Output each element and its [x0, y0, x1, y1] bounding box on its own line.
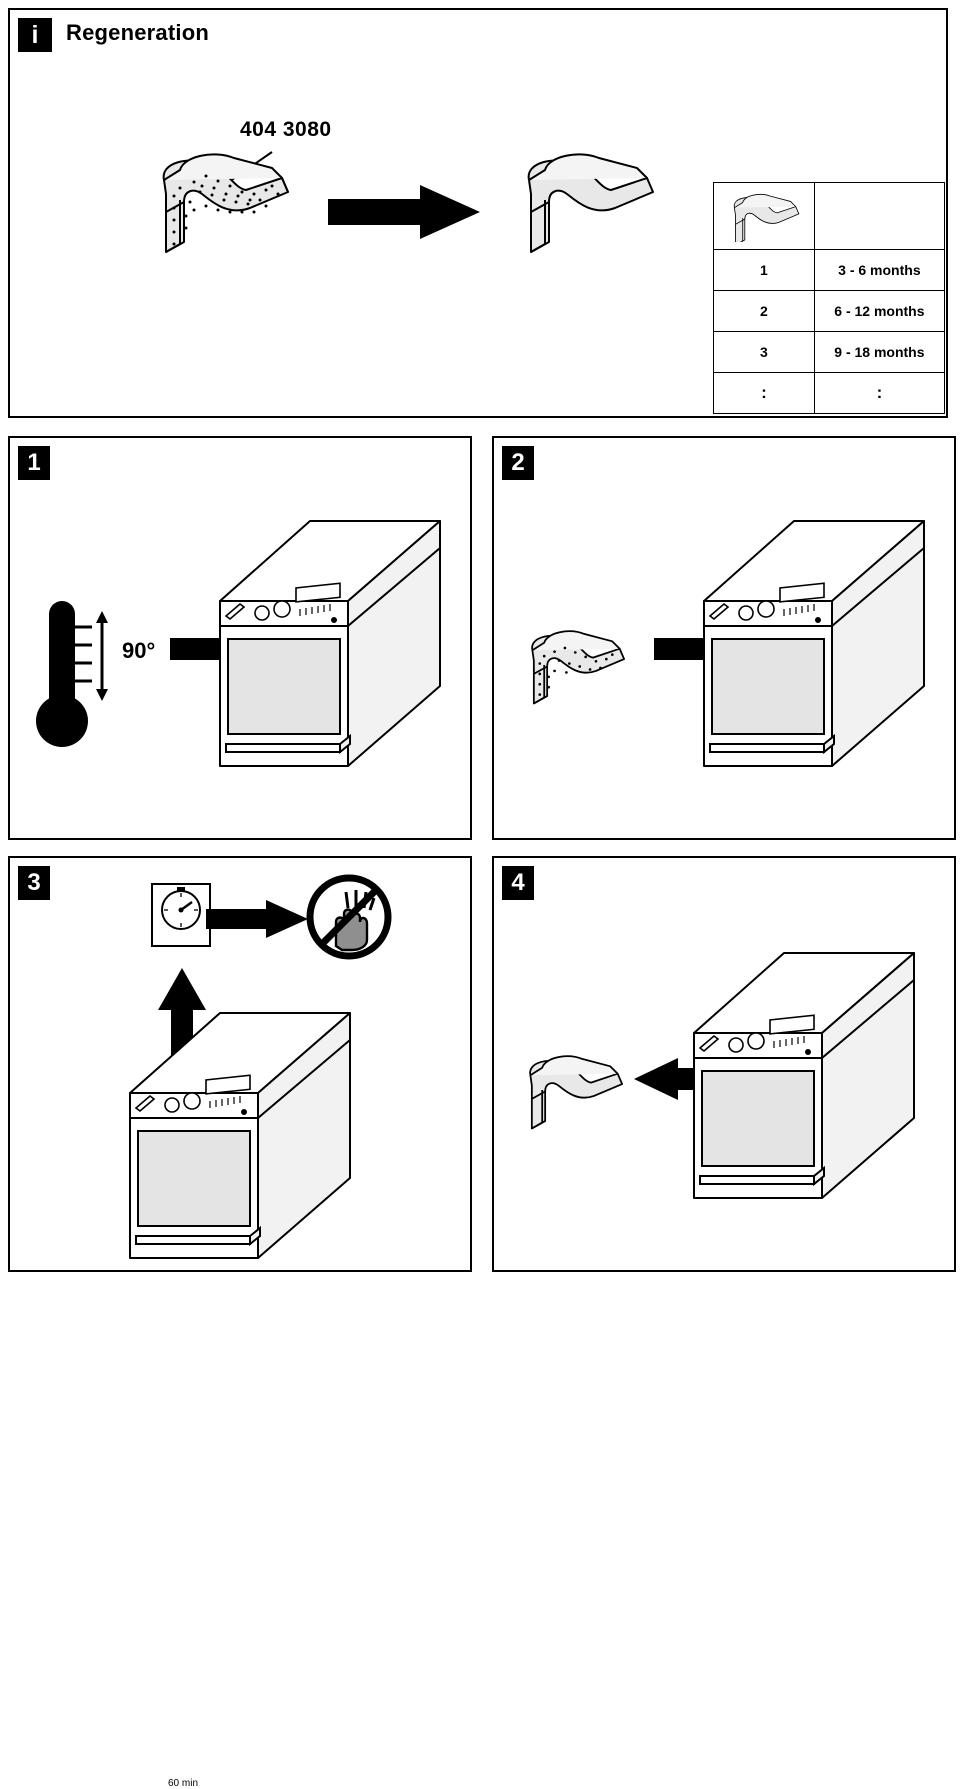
step-panel-1 [8, 436, 472, 840]
table-row [714, 250, 945, 291]
table-cell-count: 3 [714, 332, 815, 373]
step-number-badge: 1 [18, 446, 50, 480]
arrow-right-icon [206, 900, 312, 938]
oven-icon [110, 968, 410, 1278]
table-cell-count: 2 [714, 291, 815, 332]
table-header-row [714, 183, 945, 250]
info-panel [8, 8, 948, 418]
step-panel-4 [492, 856, 956, 1272]
temperature-label: 90° [122, 638, 156, 663]
page-title: Regeneration [66, 20, 209, 45]
part-number-label: 404 3080 [240, 118, 332, 141]
step-number-badge: 3 [18, 866, 50, 900]
table-cell-interval: : [814, 373, 944, 414]
step-panel-3 [8, 856, 472, 1789]
no-touch-icon [306, 874, 392, 960]
step-panel-2 [492, 436, 956, 840]
table-cell-count: : [714, 373, 815, 414]
filter-pad-clean-icon [520, 1053, 640, 1153]
table-cell-interval: 3 - 6 months [814, 250, 944, 291]
step-number-badge: 4 [502, 866, 534, 900]
table-cell-interval: 6 - 12 months [814, 291, 944, 332]
thermometer-icon [30, 583, 140, 753]
step-number-badge: 2 [502, 446, 534, 480]
filter-pad-dirty-icon [522, 628, 642, 728]
arrow-right-icon [328, 185, 484, 241]
table-row [714, 291, 945, 332]
filter-pad-clean-icon [515, 150, 675, 280]
filter-pad-dirty-icon [150, 150, 310, 280]
table-row [714, 373, 945, 414]
table-row [714, 332, 945, 373]
table-header-icon-cell [714, 183, 815, 250]
table-cell-count: 1 [714, 250, 815, 291]
table-header-blank-cell [814, 183, 944, 250]
filter-pad-icon [724, 190, 804, 242]
table-cell-interval: 9 - 18 months [814, 332, 944, 373]
info-icon: i [18, 18, 52, 52]
oven-icon [684, 476, 944, 776]
oven-icon [674, 908, 954, 1218]
oven-icon [200, 476, 460, 776]
regeneration-interval-table [713, 182, 945, 414]
timer-duration-label: 60 min [167, 1778, 198, 1789]
